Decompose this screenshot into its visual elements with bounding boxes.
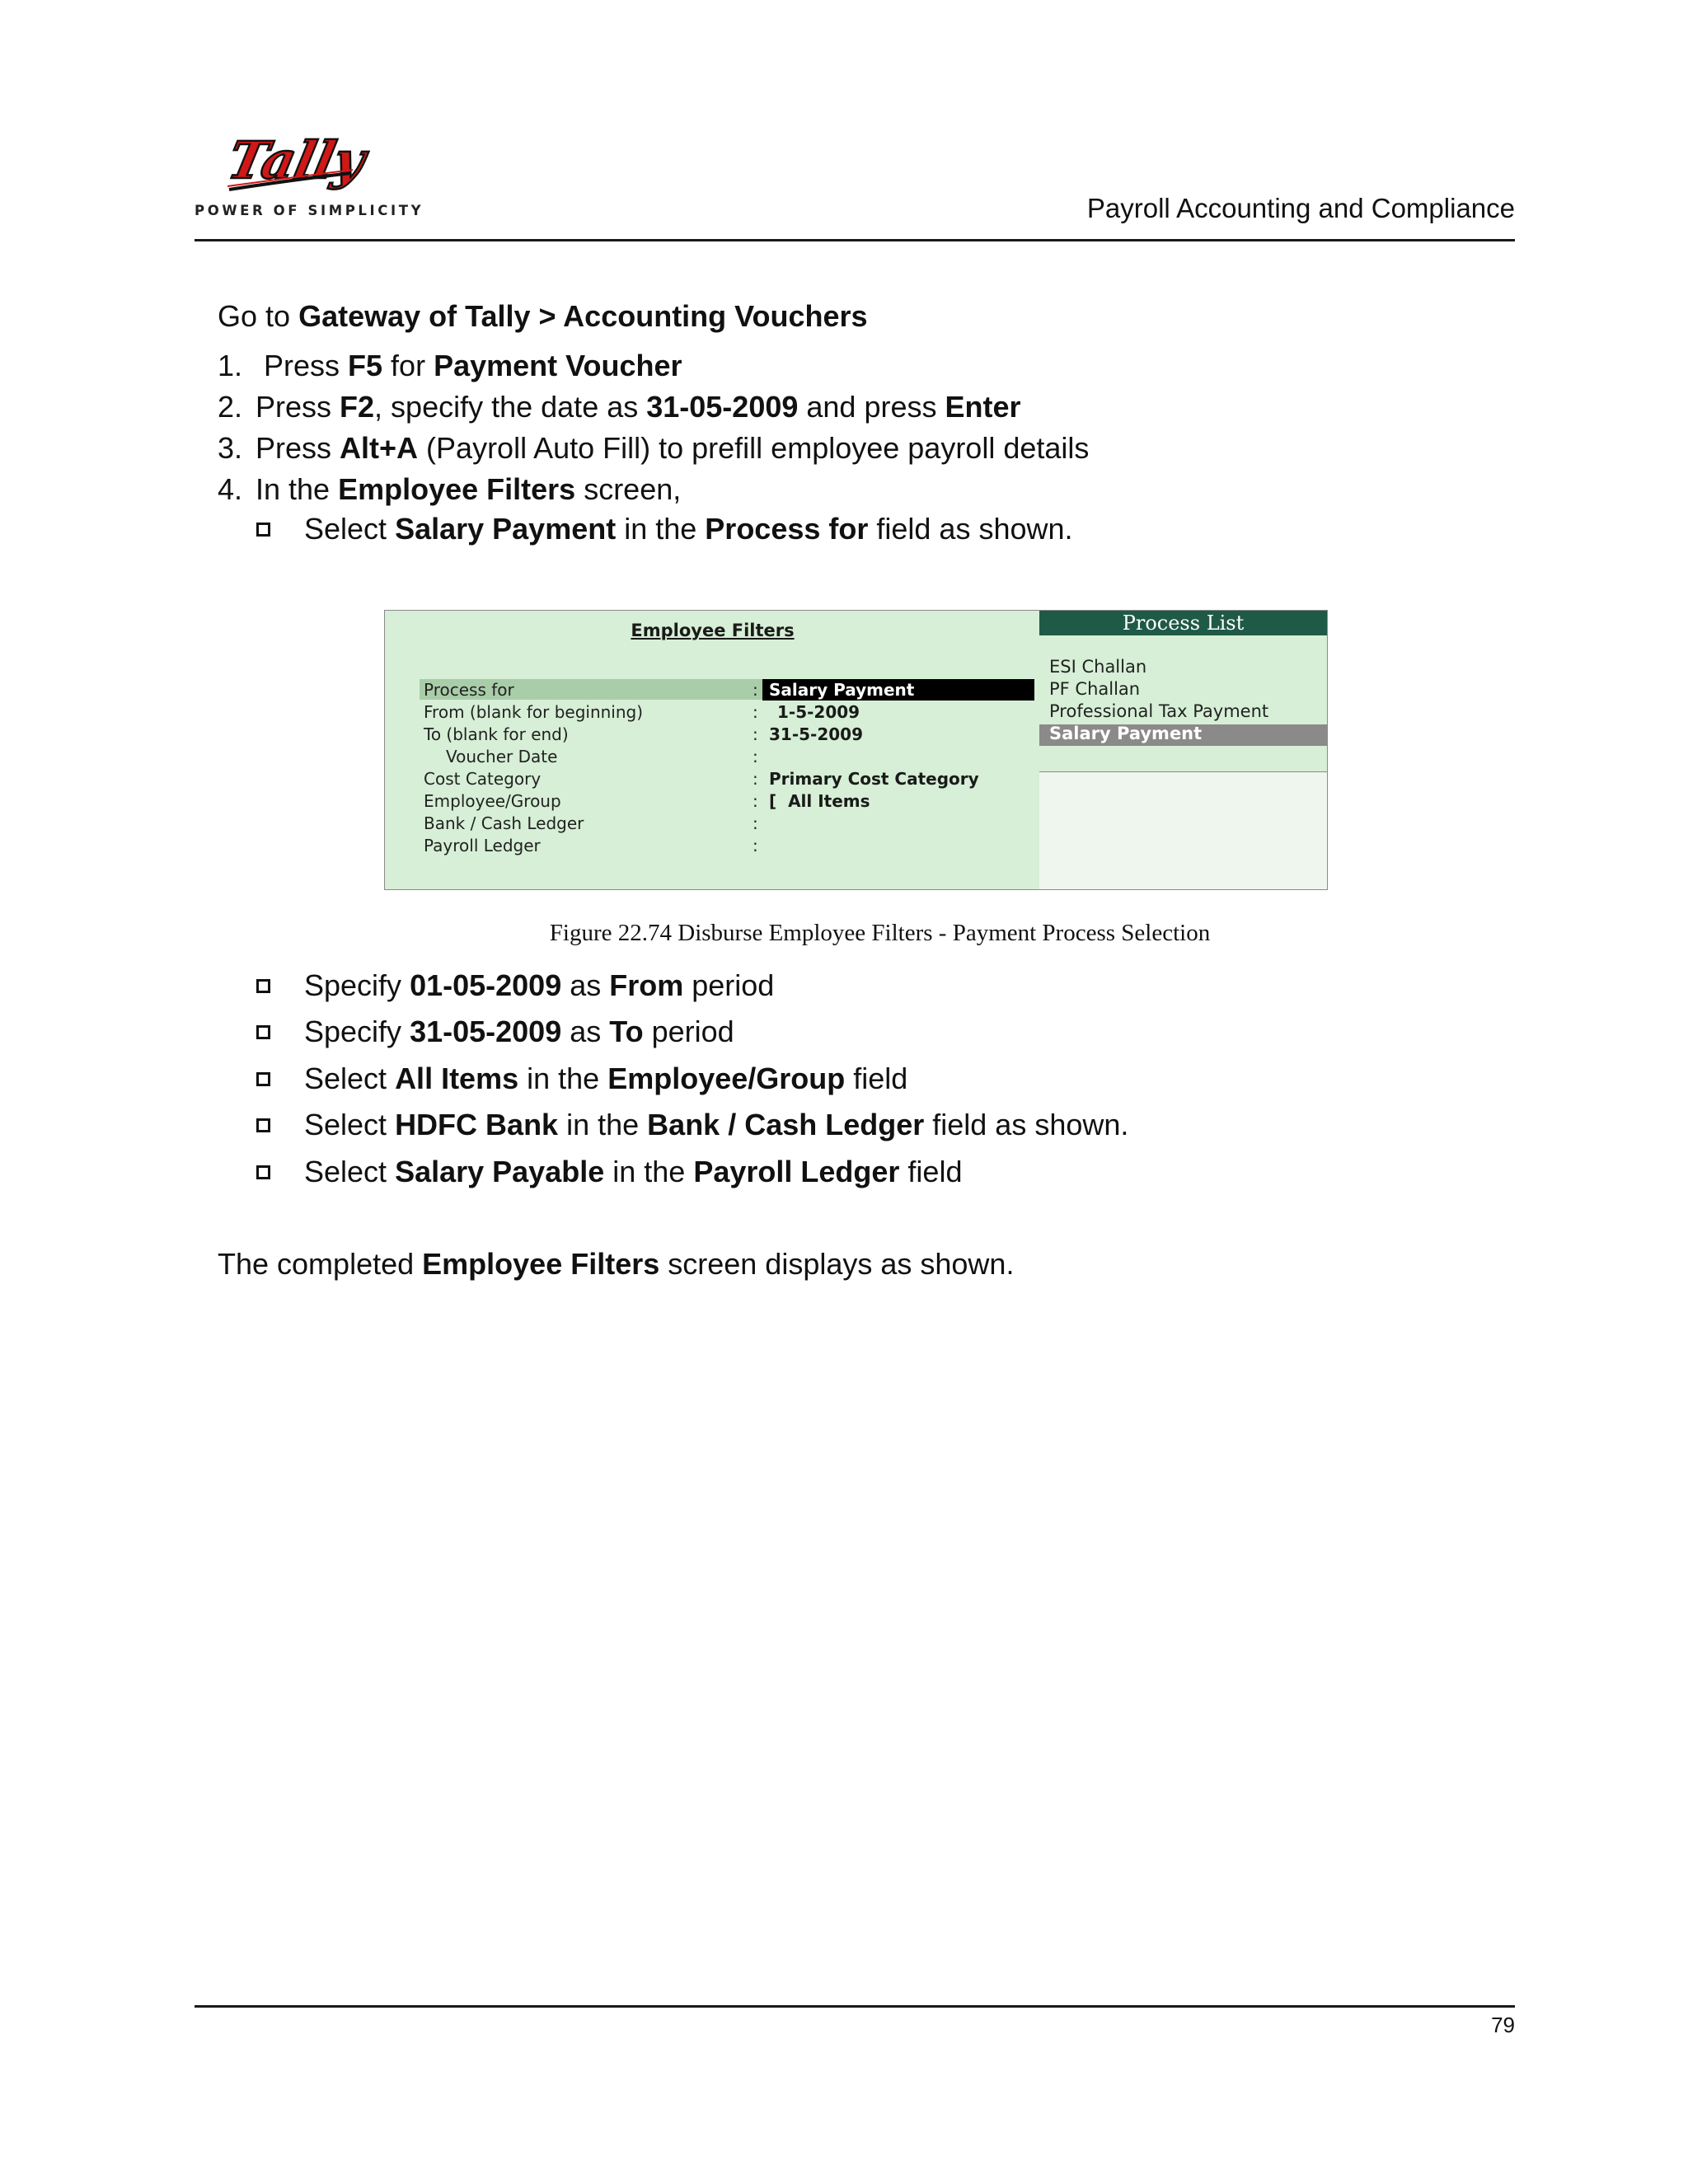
bullet-icon [256,1118,270,1132]
logo-tagline: POWER OF SIMPLICITY [195,203,424,218]
field-label-bank-cash-ledger: Bank / Cash Ledger [424,813,584,833]
text-run: Select [304,1155,396,1188]
process-list-item[interactable]: PF Challan [1049,679,1141,699]
text-run: field [899,1155,963,1188]
employee-filters-panel: Employee Filters Process for From (blank for beginning) To (blank for end) Voucher Date Cost Category Employee/Group Bank / Cash Ledger Payroll Ledger : : : : : : : : Salary Payment 1-5-2009 31-5-2009 Primary Cost Category [ All Items [384,610,1041,890]
text-run: as [561,1015,610,1048]
bold-term: HDFC Bank [395,1108,559,1141]
text-run: in the [558,1108,648,1141]
text-run: In the [256,472,339,506]
text-run: Press [264,349,349,382]
text-run: in the [518,1062,608,1095]
text-run: field as shown. [868,512,1073,546]
text-run: The completed [218,1247,423,1281]
bold-term: From [609,968,684,1002]
page-number: 79 [1491,2013,1515,2037]
bold-term: Alt+A [340,431,419,465]
step-text [264,345,682,387]
text-run: field as shown. [924,1108,1129,1141]
cost-category-field[interactable]: Primary Cost Category [769,769,979,789]
logo-wordmark: Tally [223,130,371,190]
closing-text [218,1247,1014,1281]
text-run: Select [304,1108,396,1141]
text-run: in the [604,1155,694,1188]
step-number: 4. [218,472,243,506]
field-label-voucher-date: Voucher Date [446,747,558,766]
process-list-item-selected[interactable]: Salary Payment [1049,724,1203,743]
text-run: Press [256,390,340,424]
employee-group-field[interactable]: [ All Items [769,791,870,811]
from-date-field[interactable]: 1-5-2009 [777,702,860,722]
step-number: 3. [218,431,243,465]
process-for-field[interactable]: Salary Payment [769,680,915,700]
text-run: as [561,968,610,1002]
field-label-process-for: Process for [424,680,514,700]
step-number: 2. [218,390,243,424]
to-date-field[interactable]: 31-5-2009 [769,724,864,744]
bullet-text [304,1155,962,1188]
field-label-to: To (blank for end) [424,724,569,744]
bold-term: 01-05-2009 [410,968,562,1002]
bullet-item [304,1011,734,1052]
process-list-title: Process List [1039,611,1327,635]
bold-term: 31-05-2009 [646,390,799,424]
header-title: Payroll Accounting and Compliance [1086,193,1515,223]
process-list-panel [1039,610,1328,890]
process-list-item[interactable]: Professional Tax Payment [1049,701,1269,721]
field-label-employee-group: Employee/Group [424,791,561,811]
text-run: Specify [304,1015,410,1048]
text-run: Select [304,512,396,546]
bullet-icon [256,1165,270,1179]
text-run: screen, [575,472,682,506]
employee-filters-screenshot [384,610,1329,890]
text-run: and press [798,390,945,424]
intro-path: Gateway of Tally > Accounting Vouchers [298,299,868,333]
figure-caption: Figure 22.74 Disburse Employee Filters - Payment Process Selection [549,920,1211,946]
footer-rule [195,2005,1515,2008]
bold-term: Payroll Ledger [693,1155,900,1188]
bullet-text [304,1015,734,1048]
text-run: period [643,1015,734,1048]
text-run: screen displays as shown. [659,1247,1015,1281]
process-list [1039,635,1327,772]
bullet-text [304,968,774,1002]
bold-term: Payment Voucher [434,349,682,382]
header-rule [195,239,1515,241]
text-run: Specify [304,968,410,1002]
bullet-item [304,1104,1128,1146]
step-text [256,428,1089,469]
bold-term: All Items [395,1062,519,1095]
bold-term: Enter [945,390,1021,424]
text-run: for [382,349,434,382]
bullet-icon [256,523,270,537]
text-run: field [845,1062,908,1095]
bullet-text [304,1062,907,1095]
closing-line [218,1244,1014,1285]
text-run: in the [616,512,706,546]
step-text [256,469,681,510]
step-text [256,387,1021,428]
bullet-icon [256,1072,270,1086]
step-number: 1. [218,349,243,382]
bullet-list [0,965,1688,1212]
field-label-from: From (blank for beginning) [424,702,644,722]
bullet-item [304,1151,962,1193]
intro-line [218,296,868,337]
bullet-item [304,965,774,1006]
process-list-item[interactable]: ESI Challan [1049,657,1147,677]
bold-term: Employee Filters [422,1247,660,1281]
bullet-icon [256,979,270,993]
bullet-item [304,509,1073,550]
bold-term: Salary Payable [395,1155,605,1188]
field-label-payroll-ledger: Payroll Ledger [424,836,541,855]
text-run: period [683,968,775,1002]
bold-term: To [609,1015,644,1048]
employee-filters-title: Employee Filters [631,621,795,640]
bold-term: F2 [340,390,375,424]
bold-term: 31-05-2009 [410,1015,562,1048]
bold-term: Bank / Cash Ledger [647,1108,925,1141]
bullet-text [304,512,1073,546]
intro-prefix: Go to [218,299,299,333]
text-run: Press [256,431,340,465]
bullet-icon [256,1025,270,1039]
text-run: (Payroll Auto Fill) to prefill employee payroll details [418,431,1090,465]
bold-term: Employee Filters [338,472,576,506]
bullet-text [304,1108,1128,1141]
field-label-cost-category: Cost Category [424,769,542,789]
bold-term: Salary Payment [395,512,617,546]
bullet-item [304,1058,907,1099]
bold-term: F5 [348,349,383,382]
text-run: , specify the date as [374,390,647,424]
bold-term: Employee/Group [607,1062,846,1095]
text-run: Select [304,1062,396,1095]
bold-term: Process for [705,512,869,546]
